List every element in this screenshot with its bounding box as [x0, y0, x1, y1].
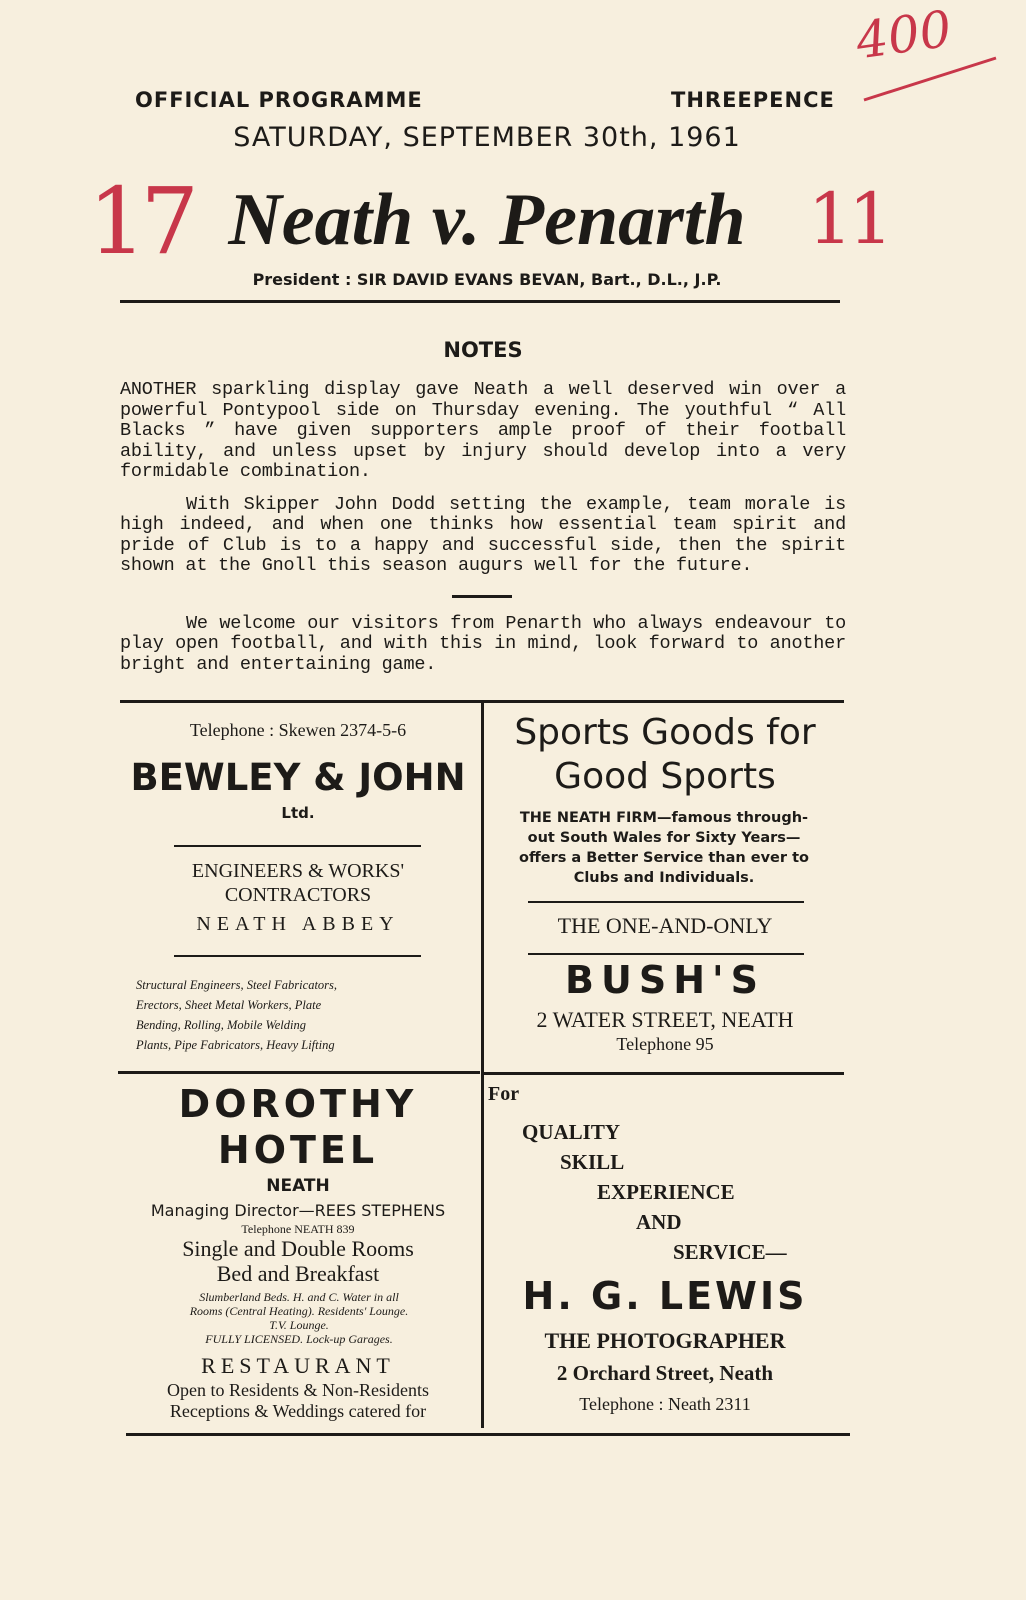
bewley-service-line: Plants, Pipe Fabricators, Heavy Lifting	[136, 1038, 335, 1052]
bewley-service-line: Erectors, Sheet Metal Workers, Plate	[136, 998, 322, 1012]
ads-middle-rule-left	[118, 1071, 480, 1074]
dorothy-amenities	[124, 1290, 474, 1346]
bush-blurb	[488, 808, 840, 888]
bush-blurb-line: Clubs and Individuals.	[573, 870, 755, 886]
bewley-place: NEATH ABBEY	[196, 913, 400, 935]
notes-paragraph: We welcome our visitors from Penarth who always endeavour to play open football, and with this in mind, look forward to another bright and entertaining game.	[120, 612, 846, 675]
dorothy-rooms: Single and Double Rooms	[182, 1236, 414, 1261]
dorothy-amenity-line: Rooms (Central Heating). Residents' Lounge.	[189, 1304, 409, 1318]
notes-paragraph: With Skipper John Dodd setting the example, team morale is high indeed, and when one thinks how essential team spirit and pride of Club is to a happy and successful side, then the spirit shown at the Gnoll this season augurs well for the future.	[120, 493, 846, 576]
bewley-rule-2	[174, 955, 421, 957]
bewley-telephone: Telephone : Skewen 2374-5-6	[189, 720, 407, 740]
lewis-address: 2 Orchard Street, Neath	[556, 1361, 774, 1385]
notes-body	[120, 380, 846, 675]
lewis-for: For	[488, 1083, 520, 1105]
bush-telephone: Telephone 95	[616, 1034, 714, 1054]
dorothy-amenity-line: Slumberland Beds. H. and C. Water in all	[199, 1290, 399, 1304]
bewley-name: BEWLEY & JOHN	[130, 756, 466, 799]
president-line: President : SIR DAVID EVANS BEVAN, Bart., D.L., J.P.	[252, 270, 722, 289]
price-annotation: 400	[852, 0, 956, 71]
lewis-word-experience: EXPERIENCE	[597, 1180, 735, 1204]
dorothy-director: Managing Director—REES STEPHENS	[150, 1201, 446, 1220]
bush-rule-1	[528, 901, 804, 903]
home-score-annotation: 17	[88, 168, 194, 275]
ads-center-divider	[481, 700, 484, 1428]
dorothy-open: Open to Residents & Non-Residents	[167, 1380, 429, 1400]
bewley-line1: ENGINEERS & WORKS'	[191, 860, 405, 882]
dorothy-bb: Bed and Breakfast	[216, 1261, 380, 1286]
match-date: SATURDAY, SEPTEMBER 30th, 1961	[233, 122, 741, 153]
lewis-name: H. G. LEWIS	[522, 1274, 808, 1318]
ads-bottom-rule	[126, 1433, 850, 1436]
ads-middle-rule-right	[484, 1072, 844, 1075]
bush-rule-2	[528, 953, 804, 955]
lewis-word-skill: SKILL	[560, 1150, 625, 1174]
bush-blurb-line: THE NEATH FIRM—famous through-	[519, 810, 809, 826]
lewis-word-service: SERVICE—	[673, 1240, 787, 1264]
bush-name: BUSH'S	[565, 958, 765, 1002]
bush-slogan-line2: Good Sports	[554, 756, 776, 797]
bush-blurb-line: out South Wales for Sixty Years—	[527, 830, 801, 846]
bewley-services	[136, 975, 458, 1055]
lewis-word-and: AND	[636, 1210, 682, 1234]
bewley-ltd: Ltd.	[281, 804, 315, 822]
header-rule	[120, 300, 840, 303]
bush-address: 2 WATER STREET, NEATH	[536, 1007, 794, 1032]
dorothy-telephone: Telephone NEATH 839	[241, 1222, 355, 1236]
bush-blurb-line: offers a Better Service than ever to	[519, 850, 809, 866]
bewley-service-line: Structural Engineers, Steel Fabricators,	[136, 978, 338, 992]
dorothy-name-line1: DOROTHY	[178, 1082, 418, 1126]
notes-heading: NOTES	[443, 338, 523, 362]
official-programme-label: OFFICIAL PROGRAMME	[135, 88, 423, 112]
dorothy-town: NEATH	[266, 1176, 330, 1196]
dorothy-amenity-line: FULLY LICENSED. Lock-up Garages.	[205, 1332, 393, 1346]
notes-paragraph: ANOTHER sparkling display gave Neath a well deserved win over a powerful Pontypool side on Thursday evening. The youthful “ All Blacks ” have given supporters ample proof of their football ability, and unless upset by injury should develop into a very formidable combination.	[120, 379, 846, 482]
away-score-annotation: 11	[808, 178, 890, 260]
dorothy-restaurant: RESTAURANT	[201, 1353, 395, 1378]
bewley-service-line: Bending, Rolling, Mobile Welding	[136, 1018, 307, 1032]
notes-divider	[452, 595, 512, 598]
bewley-rule-1	[174, 845, 421, 847]
dorothy-name-line2: HOTEL	[217, 1128, 379, 1172]
lewis-title: THE PHOTOGRAPHER	[544, 1328, 786, 1353]
dorothy-amenity-line: T.V. Lounge.	[269, 1318, 329, 1332]
dorothy-receptions: Receptions & Weddings catered for	[169, 1401, 427, 1421]
bewley-line2: CONTRACTORS	[224, 884, 372, 906]
price-underline	[860, 52, 1000, 112]
bush-tag: THE ONE-AND-ONLY	[557, 913, 773, 938]
lewis-word-quality: QUALITY	[522, 1120, 621, 1144]
lewis-telephone: Telephone : Neath 2311	[579, 1394, 751, 1414]
price-label: THREEPENCE	[671, 88, 835, 112]
bush-slogan-line1: Sports Goods for	[514, 712, 816, 753]
match-title: Neath v. Penarth	[228, 179, 746, 261]
